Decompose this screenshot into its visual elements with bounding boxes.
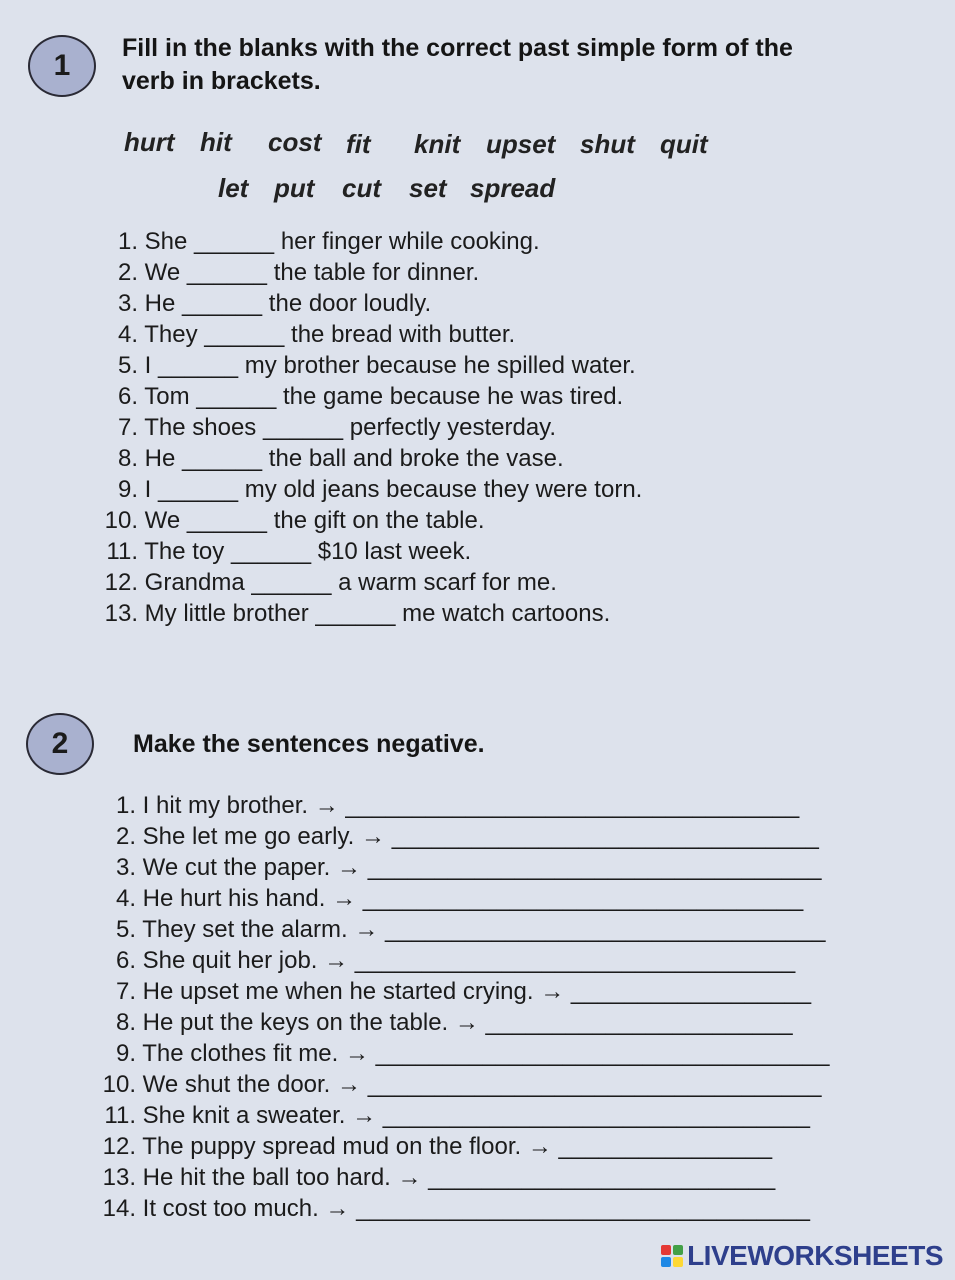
section-number-badge-1 (28, 35, 96, 97)
item-number: 4. (117, 321, 138, 348)
answer-blank[interactable]: ________________ (558, 1133, 773, 1160)
exercise-item (96, 475, 642, 505)
item-text-end: my brother because he spilled water. (244, 352, 636, 379)
item-text-start: I (144, 352, 152, 379)
word-bank-item: quit (660, 129, 708, 159)
item-text-start: My little brother (144, 600, 309, 627)
item-text: He hurt his hand. → (142, 885, 357, 912)
answer-blank[interactable]: __________________________ (428, 1164, 776, 1191)
answer-blank[interactable]: ______ (315, 600, 396, 627)
word-bank-item: upset (486, 129, 556, 159)
exercise-item (96, 506, 485, 536)
item-text: We cut the paper. → (142, 854, 362, 881)
exercise-item (94, 853, 822, 883)
item-number: 5. (115, 916, 136, 943)
liveworksheets-logo (661, 1240, 943, 1272)
answer-blank[interactable]: ______ (186, 259, 268, 286)
answer-blank[interactable]: __________________________________ (356, 1195, 810, 1222)
item-text-start: They (144, 321, 198, 348)
item-number: 7. (115, 978, 136, 1005)
item-text-start: Grandma (144, 569, 245, 596)
answer-blank[interactable]: ______ (182, 290, 263, 317)
item-text-start: She (144, 228, 188, 255)
word-bank-item: let (218, 173, 249, 203)
item-number: 13. (102, 1164, 136, 1191)
item-number: 3. (115, 854, 136, 881)
item-number: 3. (117, 290, 138, 317)
word-bank-item: spread (470, 173, 556, 203)
answer-blank[interactable]: __________________________________ (367, 854, 822, 881)
answer-blank[interactable]: _________________________________ (362, 885, 804, 912)
answer-blank[interactable]: ______ (186, 507, 268, 534)
exercise-item (96, 320, 515, 350)
item-text: They set the alarm. → (142, 916, 379, 943)
word-bank-item: cut (342, 173, 381, 203)
answer-blank[interactable]: ________________________________ (382, 1102, 810, 1129)
answer-blank[interactable]: ______ (251, 569, 332, 596)
word-bank-item: cost (268, 127, 322, 157)
item-text-start: The toy (144, 538, 225, 565)
word-bank-item: hurt (124, 127, 175, 157)
exercise-item (94, 915, 825, 945)
exercise-item (94, 977, 811, 1007)
item-text-end: a warm scarf for me. (338, 569, 557, 596)
exercise-item (96, 351, 636, 381)
item-number: 7. (117, 414, 138, 441)
logo-icon (661, 1245, 683, 1267)
item-text-start: We (144, 507, 181, 534)
item-text-end: the door loudly. (268, 290, 432, 317)
item-number: 10. (104, 507, 138, 534)
item-text-end: her finger while cooking. (280, 228, 540, 255)
answer-blank[interactable]: _________________________________ (354, 947, 796, 974)
word-bank-item: shut (580, 129, 635, 159)
item-text-start: Tom (144, 383, 190, 410)
heading-line-1: Fill in the blanks with the correct past simple form of the (122, 34, 793, 62)
item-text-end: the bread with butter. (291, 321, 516, 348)
item-number: 11. (104, 1102, 136, 1129)
item-number: 12. (104, 569, 138, 596)
answer-blank[interactable]: __________________________________ (375, 1040, 830, 1067)
exercise-item (96, 258, 479, 288)
item-number: 2. (117, 259, 138, 286)
item-text: He upset me when he started crying. → (142, 978, 565, 1005)
item-number: 8. (117, 445, 138, 472)
answer-blank[interactable]: ________________________________ (391, 823, 819, 850)
item-number: 11. (106, 538, 138, 565)
item-text: She let me go early. → (142, 823, 386, 850)
item-number: 9. (115, 1040, 136, 1067)
exercise-item (94, 1039, 829, 1069)
item-text: I hit my brother. → (142, 792, 339, 819)
item-text-end: me watch cartoons. (402, 600, 611, 627)
item-number: 10. (102, 1071, 136, 1098)
answer-blank[interactable]: __________________ (570, 978, 812, 1005)
exercise-item (94, 1132, 772, 1162)
word-bank-item: set (409, 173, 447, 203)
section-2-heading: Make the sentences negative. (133, 730, 485, 758)
word-bank-item: knit (414, 129, 461, 159)
exercise-item (96, 537, 471, 567)
answer-blank[interactable]: _________________________________ (385, 916, 826, 943)
word-bank-item: hit (200, 127, 232, 157)
exercise-item (94, 946, 795, 976)
answer-blank[interactable]: ______ (196, 383, 277, 410)
item-number: 2. (115, 823, 136, 850)
section-number-badge-2 (26, 713, 94, 775)
item-text: We shut the door. → (142, 1071, 362, 1098)
item-text-end: the table for dinner. (273, 259, 480, 286)
answer-blank[interactable]: ______ (182, 445, 263, 472)
item-text: The puppy spread mud on the floor. → (142, 1133, 552, 1160)
heading-line-2: verb in brackets. (122, 67, 321, 95)
item-number: 13. (104, 600, 138, 627)
item-text-start: He (144, 445, 176, 472)
item-number: 1. (117, 228, 138, 255)
item-number: 1. (115, 792, 136, 819)
exercise-item (94, 1008, 793, 1038)
item-text: It cost too much. → (142, 1195, 350, 1222)
exercise-item (94, 1163, 775, 1193)
item-text-end: perfectly yesterday. (349, 414, 557, 441)
exercise-item (96, 413, 556, 443)
answer-blank[interactable]: ______ (158, 352, 239, 379)
item-number: 4. (115, 885, 136, 912)
section-number: 2 (51, 727, 69, 760)
item-number: 8. (115, 1009, 136, 1036)
word-bank-item: fit (346, 129, 371, 159)
item-text-end: the gift on the table. (273, 507, 485, 534)
exercise-item (94, 822, 819, 852)
item-text-start: The shoes (144, 414, 257, 441)
section-1-heading (122, 32, 793, 98)
exercise-item (94, 1194, 810, 1224)
exercise-item (94, 884, 803, 914)
answer-blank[interactable]: __________________________________ (345, 792, 800, 819)
answer-blank[interactable]: ______ (204, 321, 285, 348)
exercise-item (96, 382, 623, 412)
item-text-start: We (144, 259, 181, 286)
item-text-end: the ball and broke the vase. (268, 445, 564, 472)
item-number: 14. (102, 1195, 136, 1222)
item-text-end: $10 last week. (317, 538, 472, 565)
item-text-start: He (144, 290, 176, 317)
exercise-item (96, 444, 564, 474)
answer-blank[interactable]: ______ (262, 414, 344, 441)
item-text: He hit the ball too hard. → (142, 1164, 422, 1191)
item-number: 6. (115, 947, 136, 974)
answer-blank[interactable]: ______ (158, 476, 239, 503)
exercise-item (94, 1101, 810, 1131)
item-number: 12. (102, 1133, 136, 1160)
item-text-end: the game because he was tired. (283, 383, 624, 410)
answer-blank[interactable]: __________________________________ (367, 1071, 822, 1098)
exercise-item (96, 599, 610, 629)
section-number: 1 (53, 49, 71, 82)
item-number: 6. (117, 383, 138, 410)
item-text: The clothes fit me. → (142, 1040, 369, 1067)
word-bank-item: put (274, 173, 315, 203)
exercise-item (96, 568, 557, 598)
answer-blank[interactable]: ______ (230, 538, 312, 565)
answer-blank[interactable]: ______ (194, 228, 275, 255)
exercise-item (96, 289, 431, 319)
answer-blank[interactable]: _______________________ (485, 1009, 793, 1036)
item-text: She knit a sweater. → (142, 1102, 377, 1129)
logo-text: LIVEWORKSHEETS (687, 1240, 943, 1271)
item-number: 9. (117, 476, 138, 503)
item-number: 5. (117, 352, 138, 379)
exercise-item (96, 227, 540, 257)
item-text-end: my old jeans because they were torn. (244, 476, 643, 503)
item-text-start: I (144, 476, 152, 503)
item-text: She quit her job. → (142, 947, 349, 974)
exercise-item (94, 1070, 822, 1100)
item-text: He put the keys on the table. → (142, 1009, 479, 1036)
exercise-item (94, 791, 799, 821)
